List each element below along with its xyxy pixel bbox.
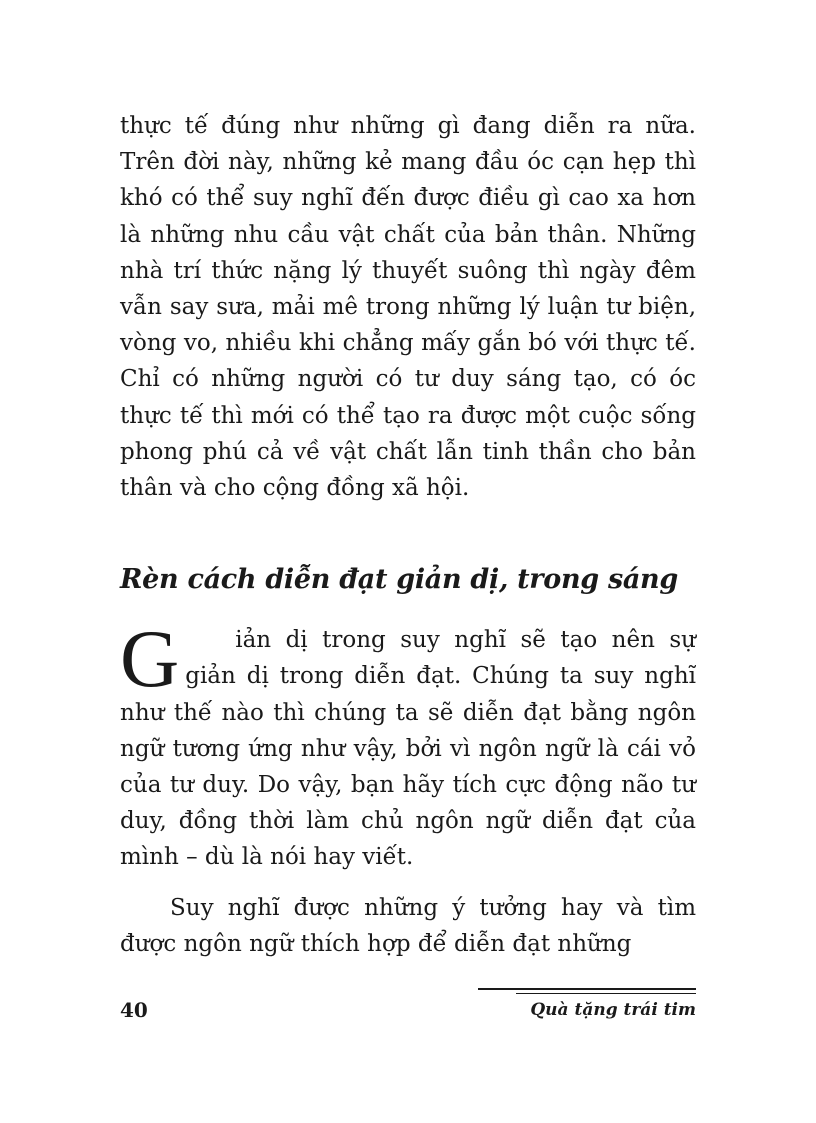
page-number: 40 <box>120 998 148 1022</box>
drop-cap-letter: G <box>120 613 180 705</box>
dropcap-paragraph-text: iản dị trong suy nghĩ sẽ tạo nên sự giản dị trong diễn đạt. Chúng ta suy nghĩ như thế nào thì chúng ta sẽ diễn đạt bằng ngôn ngữ tương ứng như vậy, bởi vì ngôn ngữ là cái vỏ của tư duy. Do vậy, bạn hãy tích cực động não tư duy, đồng thời làm chủ ngôn ngữ diễn đạt của mình – dù là nói hay viết. <box>120 627 696 871</box>
body-paragraph-dropcap <box>120 613 696 875</box>
footer-rule-thick <box>478 988 696 990</box>
section-heading: Rèn cách diễn đạt giản dị, trong sáng <box>120 564 678 596</box>
page-footer <box>120 988 696 1038</box>
body-paragraph: Suy nghĩ được những ý tưởng hay và tìm được ngôn ngữ thích hợp để diễn đạt những <box>120 894 696 957</box>
page-body <box>120 108 696 962</box>
running-book-title: Quà tặng trái tim <box>530 1000 696 1020</box>
footer-rule-thin <box>516 993 696 994</box>
body-paragraph-continued: thực tế đúng như những gì đang diễn ra nữa. Trên đời này, những kẻ mang đầu óc cạn hẹp thì khó có thể suy nghĩ đến được điều gì cao xa hơn là những nhu cầu vật chất của bản thân. Những nhà trí thức nặng lý thuyết suông thì ngày đêm vẫn say sưa, mải mê trong những lý luận tư biện, vòng vo, nhiều khi chẳng mấy gắn bó với thực tế. Chỉ có những người có tư duy sáng tạo, có óc thực tế thì mới có thể tạo ra được một cuộc sống phong phú cả về vật chất lẫn tinh thần cho bản thân và cho cộng đồng xã hội. <box>120 113 696 502</box>
